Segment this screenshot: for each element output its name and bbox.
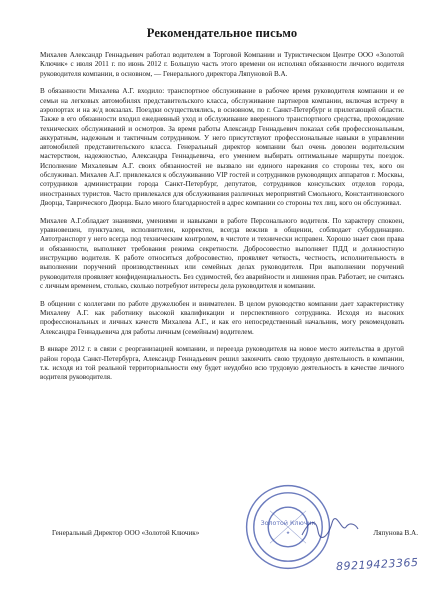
letter-title: Рекомендательное письмо <box>146 26 298 40</box>
stamp-text: Золотой Ключик <box>260 520 316 528</box>
paragraph-duties: В обязанности Михалева А.Г. входило: транспортное обслуживание в рабочее время руководителя компании и ее семьи на легковых автомобилях представительского класса, обслуживание партнеров компании, включая встречу в аэропортах и на ж/д вокзалах. Поездки осуществлялись, в основном, по г. Санкт-Петербург и прилегающей области. Также в его обязанности входил ежедневный уход и обслуживание вверенного транспортного средства, прохождение технических обслуживаний и осмотров. За время работы Александр Геннадьевич показал себя профессиональным, аккуратным, надежным и тактичным сотрудником. У него присутствуют профессиональные навыки в управлении автомобилей представительского класса. Генеральный директор компании был очень доволен водительским мастерством, надежностью, Александра Геннадьевича, его умением выбирать оптимальные маршруты поездок. Исполнение Михалевым А.Г. своих обязанностей не вызвало ни единого нарекания со стороны тех, кого он обслуживал. Михалев А.Г. привлекался к обслуживанию VIP гостей и сотрудников руководящих аппаратов г. Москвы, сотрудников администрации города Санкт-Петербург, депутатов, сотрудников консульских отделов города, иностранных туристов. Часто привлекался для обслуживания различных мероприятий Смольного, Константиновского Дворца, Таврического Дворца. Было много благодарностей в адрес компании со стороны тех лиц, кого он обслуживал. <box>40 87 404 207</box>
handwritten-phone-number: 89219423365 <box>335 555 419 574</box>
signature-line <box>52 529 418 538</box>
signer-name: Ляпунова В.А. <box>373 529 418 537</box>
svg-text:★: ★ <box>285 531 291 537</box>
paragraph-employment: Михалев Александр Геннадьевич работал водителем в Торговой Компании и Туристическом Центре ООО «Золотой Ключик» с июля 2011 г. по июнь 2012 г. Большую часть этого времени он исполнял обязанности личного водителя руководителя компании, в основном, — Генерального директора Ляпуновой В.А. <box>40 51 404 78</box>
signer-position: Генеральный Директор ООО «Золотой Ключик» <box>52 529 200 537</box>
paragraph-leaving: В январе 2012 г. в связи с реорганизацией компании, и переезда руководителя на новое место жительства в другой район города Санкт-Петербурга, Александр Геннадьевич решил закончить свою трудовую деятельность в компании, т.к. исходя из той реальной территориальности ему будет неудобно всю трудовую деятельность в качестве личного водителя руководителя. <box>40 345 404 382</box>
paragraph-recommendation: В общении с коллегами по работе дружелюбен и внимателен. В целом руководство компании дает характеристику Михалеву А.Г. как работнику высокой квалификации и перспективного сотрудника. Исходя из высоких профессиональных и личных качеств Михалева А.Г., и как его непосредственный начальник, могу рекомендовать Александра Геннадьевича для работы личным (семейным) водителем. <box>40 299 404 336</box>
paragraph-skills: Михалев А.Г.обладает знаниями, умениями и навыками в работе Персонального водителя. По характеру спокоен, уравновешен, пунктуален, исполнителен, корректен, всегда вежлив в общении, соблюдает субординацию. Автотранспорт у него всегда под техническим контролем, в чистоте и технически исправен. Хорошо знает свои права и обязанности, выполняет требования режима секретности. Добросовестно выполняет ПДД и должностную инструкцию водителя. К работе относиться добросовестно, проявляет четкость, честность, исполнительность в выполнении поручений производственных или семейных делах руководителя. При выполнении поручений руководителя проявляет конфиденциальность. Без судимостей, без аварийности и лишения прав. Работает, не считаясь с личным временем, столько, сколько потребуют интересы дела руководителя и компании. <box>40 216 404 290</box>
